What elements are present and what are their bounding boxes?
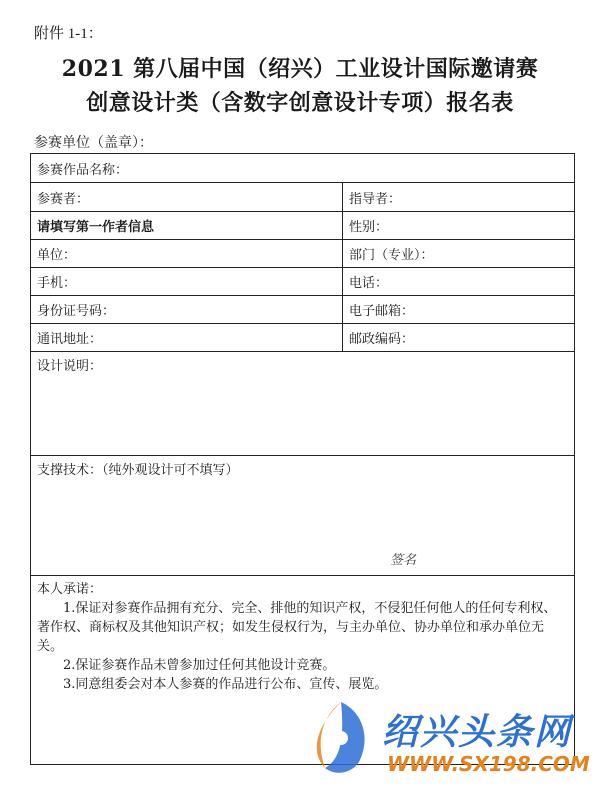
supporting-tech-label: 支撑技术：（纯外观设计可不填写）	[37, 463, 239, 478]
watermark-logo-icon	[305, 698, 377, 780]
entrant-field[interactable]: 参赛者：	[31, 183, 343, 211]
site-watermark	[305, 698, 590, 780]
design-description-label: 设计说明：	[37, 359, 103, 374]
form-title-line-2: 创意设计类（含数字创意设计专项）报名表	[86, 90, 514, 116]
pledge-text	[37, 580, 567, 694]
signature-label[interactable]: 签名	[390, 553, 417, 568]
pledge-item-3: 3.同意组委会对本人参赛的作品进行公布、宣传、展览。	[63, 677, 388, 692]
pledge-title: 本人承诺：	[37, 582, 103, 597]
unit-field[interactable]: 单位：	[31, 240, 343, 267]
entrant-unit-label: 参赛单位（盖章）：	[34, 135, 153, 151]
work-name-field[interactable]: 参赛作品名称：	[37, 162, 129, 178]
supporting-tech-section[interactable]	[31, 456, 574, 576]
pledge-item-1: 1.保证对参赛作品拥有充分、完全、排他的知识产权，不侵犯任何他人的任何专利权、著作权、商标权及其他知识产权；如发生侵权行为，与主办单位、协办单位和承办单位无关。	[37, 601, 557, 654]
row-work-name	[31, 154, 574, 183]
registration-form-table	[30, 153, 575, 765]
phone-field[interactable]: 电话：	[349, 276, 389, 291]
id-number-field[interactable]: 身份证号码：	[31, 296, 343, 323]
watermark-site-name: 绍兴头条网	[382, 712, 573, 753]
gender-field[interactable]: 性别：	[349, 220, 389, 235]
row-address	[31, 324, 574, 352]
mobile-field[interactable]: 手机：	[31, 268, 343, 295]
address-field[interactable]: 通讯地址：	[31, 324, 343, 351]
form-title-line-1: 2021 第八届中国（绍兴）工业设计国际邀请赛	[61, 56, 539, 82]
row-entrant	[31, 183, 574, 212]
watermark-site-url: WWW.SX198.COM	[387, 752, 590, 776]
first-author-note: 请填写第一作者信息	[31, 212, 343, 239]
postcode-field[interactable]: 邮政编码：	[349, 332, 415, 347]
department-field[interactable]: 部门（专业）：	[349, 248, 434, 263]
row-first-author	[31, 212, 574, 240]
design-description-section[interactable]	[31, 352, 574, 456]
email-field[interactable]: 电子邮箱：	[349, 304, 415, 319]
attachment-label: 附件 1-1：	[34, 26, 103, 42]
row-mobile	[31, 268, 574, 296]
row-unit	[31, 240, 574, 268]
advisor-field[interactable]: 指导者：	[349, 191, 402, 207]
row-id	[31, 296, 574, 324]
pledge-item-2: 2.保证参赛作品未曾参加过任何其他设计竞赛。	[63, 658, 336, 673]
